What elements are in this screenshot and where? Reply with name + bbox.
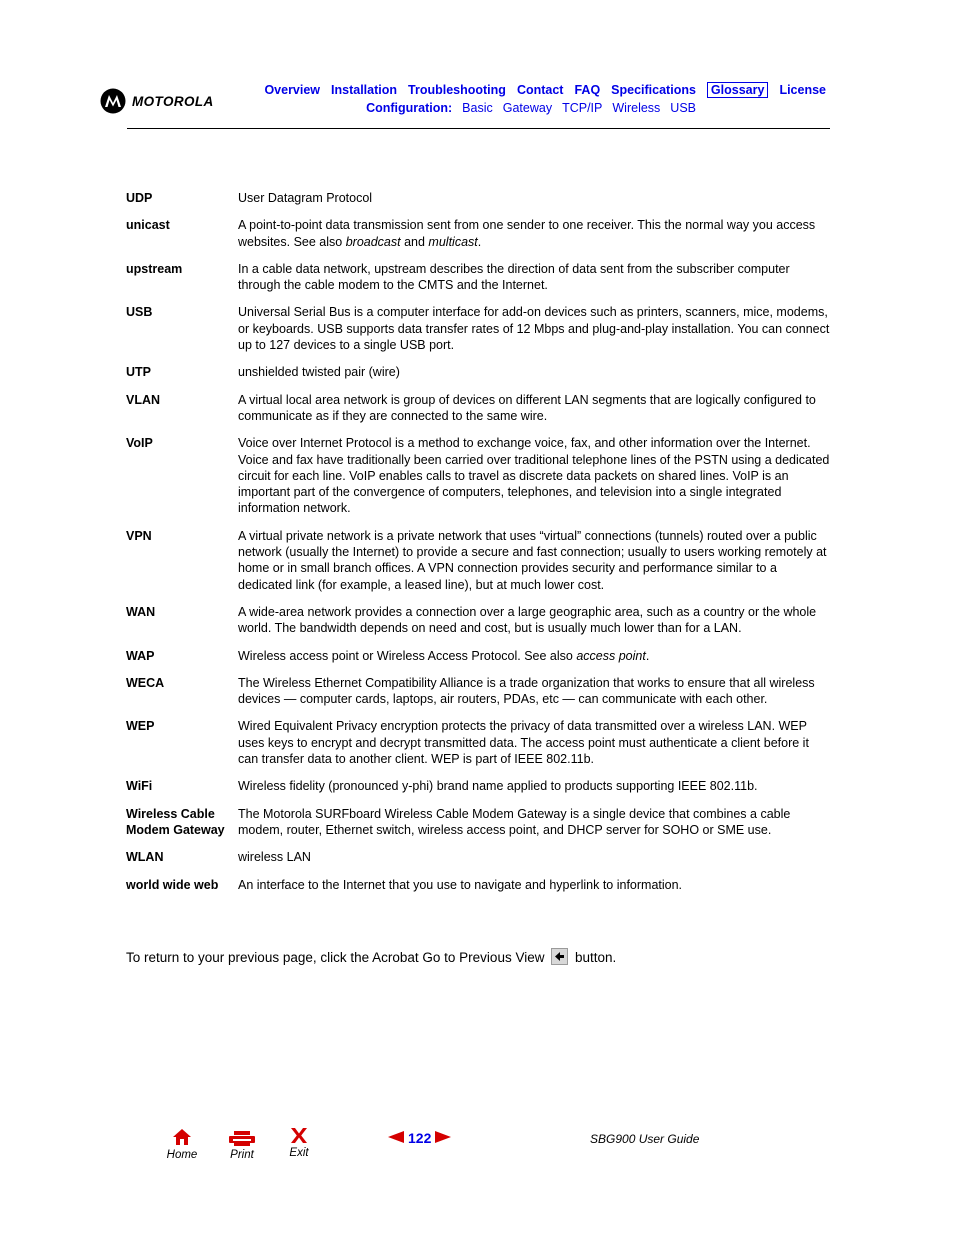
config-link-usb[interactable]: USB	[670, 101, 696, 115]
glossary-term: WECA	[126, 675, 165, 690]
nav-link-contact[interactable]: Contact	[516, 83, 564, 97]
glossary-definition: wireless LAN	[238, 850, 311, 865]
nav-row-configuration	[236, 99, 826, 117]
glossary-entry	[126, 435, 831, 516]
motorola-logo	[100, 88, 214, 114]
nav-link-troubleshooting[interactable]: Troubleshooting	[408, 83, 506, 97]
glossary-entry	[126, 877, 831, 893]
glossary-definition: A virtual private network is a private network that uses “virtual” connections (tunnels) routed over a public network (usually the Internet) to provide a secure and fast connection; usually to users working remotely at home or in small branch offices. A VPN connection provides security and performance similar to a dedicated link (for example, a leased line), but at much lower cost.	[238, 528, 827, 592]
glossary-definition: Wireless access point or Wireless Access Protocol. See also access point.	[238, 648, 650, 663]
glossary-term: VLAN	[126, 392, 161, 407]
home-button[interactable]	[164, 1128, 200, 1161]
brand-name: MOTOROLA	[132, 93, 214, 109]
glossary-definition: An interface to the Internet that you use to navigate and hyperlink to information.	[238, 877, 683, 892]
glossary-entry	[126, 778, 831, 794]
return-instruction	[126, 948, 616, 967]
home-label: Home	[166, 1149, 198, 1161]
nav-row-main	[236, 81, 826, 99]
glossary-entry	[126, 304, 831, 353]
glossary-entry	[126, 648, 831, 664]
glossary-term: unicast	[126, 218, 170, 233]
glossary-term: world wide web	[126, 877, 219, 892]
glossary-definition: Voice over Internet Protocol is a method to exchange voice, fax, and other information over the Internet. Voice and fax have traditionally been carried over traditional telephone lines of the PSTN using a dedicated circuit for each line. VoIP enables calls to travel as discrete data packets on shared lines. VoIP is an important part of the convergence of computers, telephones, and television into a single integrated information network.	[238, 436, 830, 516]
glossary-term: USB	[126, 305, 153, 320]
glossary-definition: User Datagram Protocol	[238, 191, 373, 205]
glossary-entry	[126, 806, 831, 839]
glossary-term: WLAN	[126, 850, 164, 865]
glossary-definition: A virtual local area network is group of devices on different LAN segments that are logically configured to communicate as if they are connected to the same wire.	[238, 392, 816, 423]
glossary-list	[126, 190, 831, 904]
nav-link-installation[interactable]: Installation	[331, 83, 398, 97]
motorola-batwing-icon	[100, 88, 126, 114]
glossary-term: WAP	[126, 648, 155, 663]
glossary-term: upstream	[126, 261, 183, 276]
config-link-basic[interactable]: Basic	[462, 101, 493, 115]
nav-link-license[interactable]: License	[779, 83, 826, 97]
glossary-definition: A wide-area network provides a connection over a large geographic area, such as a country or the whole world. The bandwidth depends on need and cost, but is usually much lower than for a LAN.	[238, 604, 817, 636]
guide-title: SBG900 User Guide	[590, 1132, 700, 1146]
previous-page-arrow-icon[interactable]	[388, 1130, 404, 1146]
page-navigation	[388, 1130, 451, 1146]
print-button[interactable]	[224, 1131, 260, 1161]
glossary-entry	[126, 849, 831, 865]
glossary-definition: unshielded twisted pair (wire)	[238, 365, 400, 380]
glossary-term: UDP	[126, 191, 153, 205]
glossary-term: VoIP	[126, 436, 153, 451]
glossary-term: VPN	[126, 528, 152, 543]
printer-icon	[228, 1131, 256, 1146]
configuration-label: Configuration:	[366, 101, 453, 115]
print-label: Print	[230, 1149, 254, 1161]
top-navigation	[236, 81, 826, 117]
nav-link-overview[interactable]: Overview	[264, 83, 321, 97]
glossary-definition: Wired Equivalent Privacy encryption protects the privacy of data transmitted over a wireless LAN. WEP uses keys to encrypt and decrypt transmitted data. The access point must authenticate a client before it can transfer data to another client. WEP is part of IEEE 802.11b.	[238, 719, 809, 767]
glossary-definition: The Motorola SURFboard Wireless Cable Modem Gateway is a single device that combines a cable modem, router, Ethernet switch, wireless access point, and DHCP server for SOHO or SME use.	[238, 806, 791, 837]
exit-x-icon	[290, 1127, 308, 1144]
previous-view-icon	[551, 948, 568, 965]
glossary-entry	[126, 675, 831, 708]
glossary-entry	[126, 364, 831, 380]
nav-link-specifications[interactable]: Specifications	[611, 83, 696, 97]
return-text-before: To return to your previous page, click the Acrobat Go to Previous View	[126, 950, 545, 965]
header-divider	[127, 128, 830, 129]
home-icon	[172, 1128, 192, 1146]
glossary-entry	[126, 604, 831, 637]
glossary-term: WEP	[126, 719, 155, 734]
config-link-tcp-ip[interactable]: TCP/IP	[562, 101, 603, 115]
next-page-arrow-icon[interactable]	[435, 1130, 451, 1146]
config-link-wireless[interactable]: Wireless	[612, 101, 661, 115]
glossary-definition: A point-to-point data transmission sent from one sender to one receiver. This the normal way you access websites. See also broadcast and multicast.	[238, 218, 816, 249]
glossary-definition: Universal Serial Bus is a computer interface for add-on devices such as printers, scanners, mice, modems, or keyboards. USB supports data transfer rates of 12 Mbps and plug-and-play installation. You can connect up to 127 devices to a single USB port.	[238, 305, 830, 353]
glossary-term: Wireless Cable Modem Gateway	[126, 806, 225, 837]
exit-label: Exit	[289, 1147, 309, 1159]
glossary-term: WAN	[126, 604, 156, 619]
glossary-term: WiFi	[126, 779, 153, 794]
glossary-entry	[126, 392, 831, 425]
glossary-term: UTP	[126, 365, 151, 380]
return-text-after: button.	[575, 950, 617, 965]
nav-link-faq[interactable]: FAQ	[574, 83, 601, 97]
glossary-definition: The Wireless Ethernet Compatibility Alliance is a trade organization that works to ensure that all wireless devices — computer cards, laptops, air routers, PDAs, etc — can communicate with each other.	[238, 675, 815, 707]
glossary-entry	[126, 217, 831, 250]
page-number: 122	[408, 1130, 432, 1146]
glossary-entry	[126, 528, 831, 593]
glossary-entry	[126, 190, 831, 206]
config-link-gateway[interactable]: Gateway	[502, 101, 553, 115]
glossary-entry	[126, 718, 831, 767]
nav-link-glossary[interactable]: Glossary	[707, 82, 769, 98]
glossary-definition: Wireless fidelity (pronounced y-phi) brand name applied to products supporting IEEE 802.11b.	[238, 779, 758, 794]
glossary-entry	[126, 261, 831, 294]
exit-button[interactable]	[282, 1127, 316, 1159]
glossary-definition: In a cable data network, upstream describes the direction of data sent from the subscriber computer through the cable modem to the CMTS and the Internet.	[238, 261, 790, 293]
